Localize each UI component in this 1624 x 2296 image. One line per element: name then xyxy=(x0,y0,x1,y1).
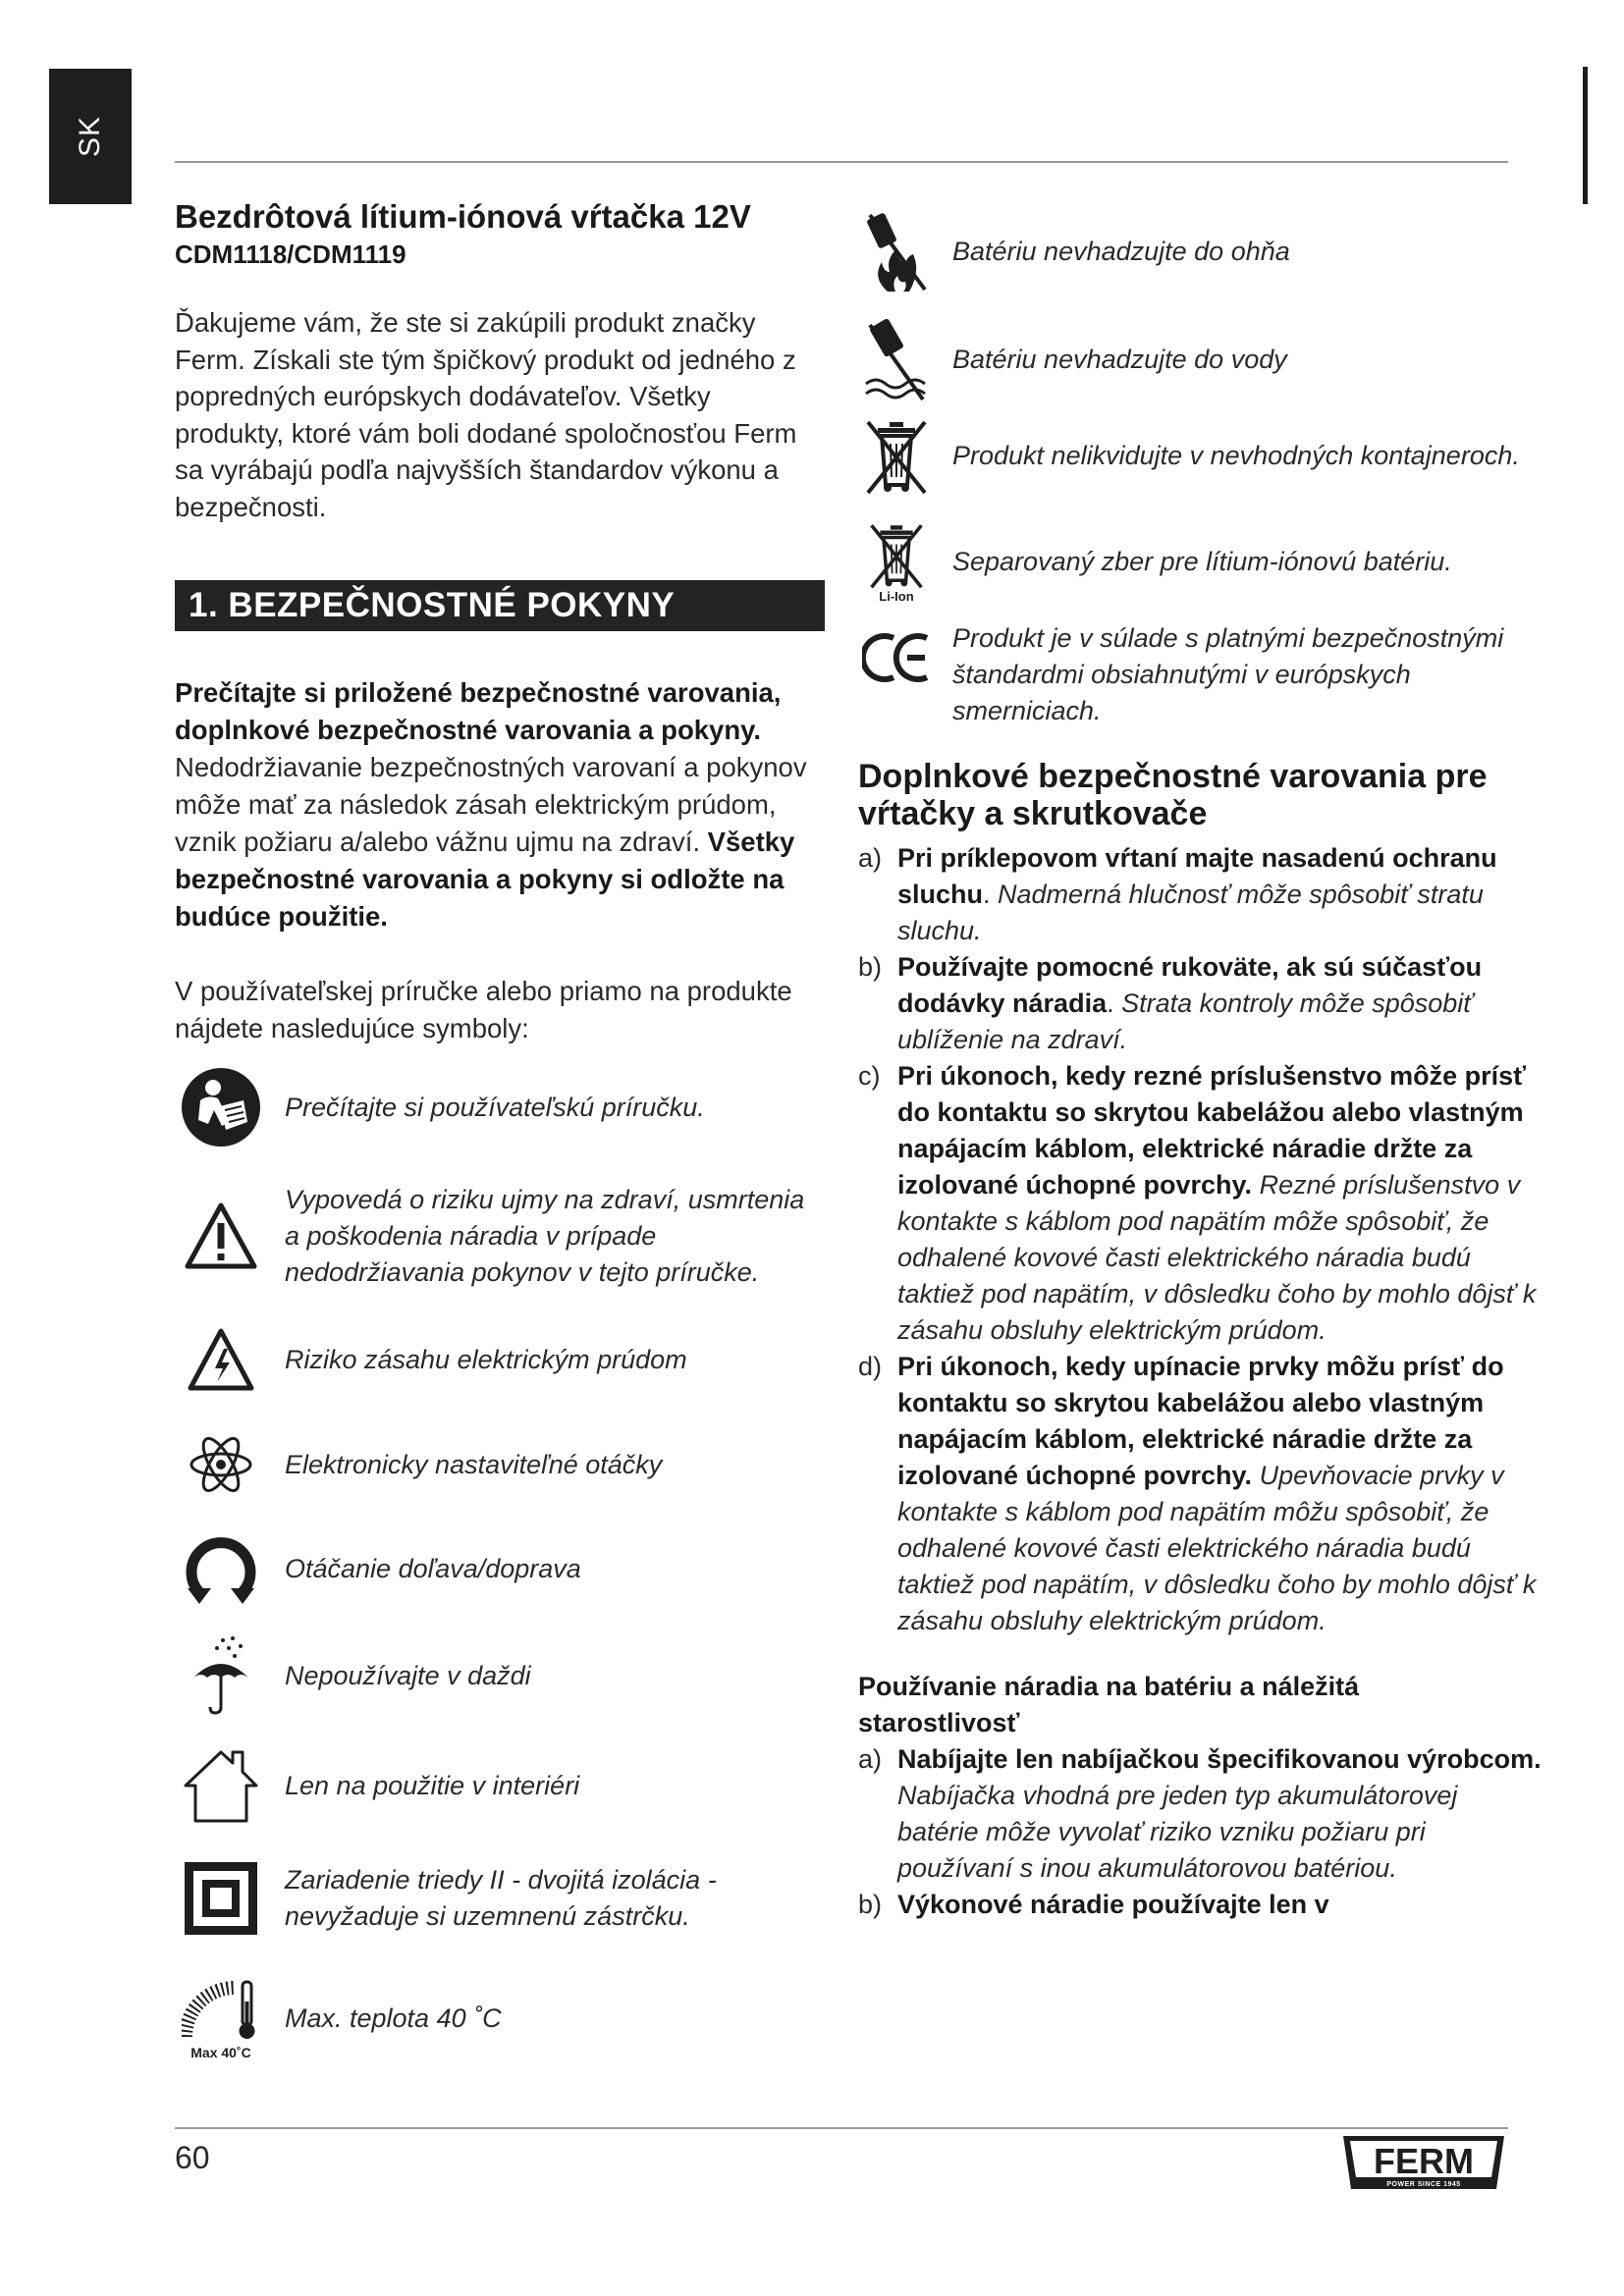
logo-text: FERM xyxy=(1374,2141,1474,2181)
item-bold: Používajte pomocné rukoväte, ak sú súčasťou dodávky náradia xyxy=(897,952,1483,1018)
item-label: a) xyxy=(858,843,883,873)
symbol-row xyxy=(858,414,1545,497)
list-item xyxy=(858,1887,1545,1923)
symbol-row xyxy=(175,1317,825,1402)
crossed-bin-icon xyxy=(858,416,935,495)
item-sep: . xyxy=(1107,988,1122,1018)
item-label: a) xyxy=(858,1744,883,1774)
symbol-text: Elektronicky nastaviteľné otáčky xyxy=(285,1449,663,1479)
symbol-row xyxy=(858,620,1545,730)
ce-mark-icon xyxy=(858,620,935,685)
symbols-intro: V používateľskej príručke alebo priamo na produkte nájdete nasledujúce symboly: xyxy=(175,976,792,1043)
no-water-battery-icon xyxy=(858,315,935,403)
list-item xyxy=(858,1741,1545,1887)
symbol-text: Produkt nelikvidujte v nevhodných kontajneroch. xyxy=(952,440,1520,470)
symbol-row xyxy=(858,312,1545,406)
ferm-logo xyxy=(1339,2132,1508,2193)
symbol-text: Zariadenie triedy II - dvojitá izolácia - nevyžaduje si uzemnenú zástrčku. xyxy=(285,1865,717,1931)
item-italic: Rezné príslušenstvo v kontakte s káblom pod napätím môže spôsobiť, že odhalené kovové časti elektrického náradia budú taktiež pod napätím, v dôsledku čoho by mohlo dôjsť k zásahu obsluhy elektrickým prúdom. xyxy=(897,1170,1537,1345)
bottom-divider xyxy=(175,2127,1508,2129)
symbol-text: Vypovedá o riziku ujmy na zdraví, usmrtenia a poškodenia náradia v prípade nedodržiavania pokynov v tejto príručke. xyxy=(285,1184,805,1287)
electric-shock-icon xyxy=(175,1327,267,1392)
symbol-row xyxy=(175,1971,825,2065)
max-temp-icon xyxy=(175,1976,267,2060)
safety-warning-paragraph xyxy=(175,674,825,935)
language-code: SK xyxy=(74,115,106,158)
symbol-text: Separovaný zber pre lítium-iónovú batériu. xyxy=(952,546,1452,576)
symbol-text: Nepoužívajte v daždi xyxy=(285,1660,531,1690)
symbol-text: Max. teplota 40 ˚C xyxy=(285,2002,502,2033)
symbol-text: Batériu nevhadzujte do vody xyxy=(952,344,1287,374)
symbol-row xyxy=(175,1164,825,1308)
item-label: b) xyxy=(858,1890,883,1919)
right-column xyxy=(858,196,1545,1923)
item-bold: Nabíjajte len nabíjačkou špecifikovanou výrobcom. xyxy=(897,1744,1542,1774)
symbol-row xyxy=(175,1741,825,1830)
logo-tagline: POWER SINCE 1945 xyxy=(1386,2181,1461,2188)
item-italic: Nabíjačka vhodná pre jeden typ akumulátorovej batérie môže vyvolať riziko vzniku požiaru pri používaní s inou akumulátorovou batériou. xyxy=(897,1781,1458,1883)
item-sep xyxy=(1252,1170,1260,1200)
item-text xyxy=(897,949,1545,1058)
symbol-text: Prečítajte si používateľskú príručku. xyxy=(285,1092,705,1122)
item-bold: Výkonové náradie používajte len v xyxy=(897,1890,1329,1919)
item-text xyxy=(897,1058,1545,1349)
warning-text: Nedodržiavanie bezpečnostných varovaní a pokynov môže mať za následok zásah elektrickým prúdom, vznik požiaru a/alebo vážnu ujmu na zdraví. xyxy=(175,752,807,857)
symbol-row xyxy=(858,516,1545,607)
language-tab xyxy=(49,69,132,204)
symbol-row xyxy=(175,1425,825,1504)
item-text xyxy=(897,1349,1545,1639)
item-bold: Pri úkonoch, kedy upínacie prvky môžu prísť do kontaktu so skrytou kabelážou alebo vlastným napájacím káblom, elektrické náradie držte za izolované úchopné povrchy. xyxy=(897,1352,1504,1490)
intro-paragraph: Ďakujeme vám, že ste si zakúpili produkt značky Ferm. Získali ste tým špičkový produkt od jedného z popredných európskych dodávateľov. Všetky produkty, ktoré vám boli dodané spoločnosťou Ferm sa vyrábajú podľa najvyšších štandardov výkonu a bezpečnosti. xyxy=(175,307,797,522)
item-italic: Strata kontroly môže spôsobiť ublíženie na zdraví. xyxy=(897,988,1473,1054)
page-number: 60 xyxy=(175,2140,210,2175)
warning-triangle-icon xyxy=(175,1201,267,1270)
item-text xyxy=(897,840,1545,949)
list-item xyxy=(858,1058,1545,1349)
item-sep: . xyxy=(983,880,999,909)
item-italic: Nadmerná hlučnosť môže spôsobiť stratu sluchu. xyxy=(897,880,1484,945)
rotation-icon xyxy=(175,1531,267,1606)
read-manual-icon xyxy=(175,1065,267,1149)
class-ii-icon xyxy=(175,1859,267,1938)
li-ion-label: Li-Ion xyxy=(879,588,914,604)
electronic-speed-icon xyxy=(175,1435,267,1494)
item-label: c) xyxy=(858,1061,881,1091)
symbol-row xyxy=(175,1849,825,1948)
item-sep xyxy=(1252,1461,1260,1490)
symbol-text: Len na použitie v interiéri xyxy=(285,1770,580,1800)
symbol-text: Otáčanie doľava/doprava xyxy=(285,1553,581,1583)
symbol-row xyxy=(858,204,1545,298)
item-text xyxy=(897,1741,1545,1887)
warning-bold-2: Všetky bezpečnostné varovania a pokyny si odložte na budúce použitie. xyxy=(175,827,795,932)
item-text xyxy=(897,1887,1545,1923)
battery-care-heading: Používanie náradia na batériu a náležitá starostlivosť xyxy=(858,1672,1360,1737)
model-number: CDM1118/CDM1119 xyxy=(175,240,406,269)
margin-mark xyxy=(1583,67,1588,204)
list-item xyxy=(858,1349,1545,1639)
top-divider xyxy=(175,161,1508,163)
item-label: d) xyxy=(858,1352,883,1381)
symbol-text: Produkt je v súlade s platnými bezpečnostnými štandardmi obsiahnutými v európskych smerniciach. xyxy=(952,623,1504,725)
left-column xyxy=(175,196,825,2065)
product-title: Bezdrôtová lítium-iónová vŕtačka 12V xyxy=(175,198,751,235)
drill-warnings-list xyxy=(858,840,1545,1639)
list-item xyxy=(858,949,1545,1058)
symbol-text: Batériu nevhadzujte do ohňa xyxy=(952,236,1290,266)
section-heading: 1. BEZPEČNOSTNÉ POKYNY xyxy=(175,580,825,631)
indoor-use-icon xyxy=(175,1744,267,1827)
no-rain-icon xyxy=(175,1634,267,1717)
item-italic: Upevňovacie prvky v kontakte s káblom pod napätím môžu spôsobiť, že odhalené kovové časti elektrického náradia budú taktiež pod napätím, v dôsledku čoho by mohlo dôjsť k zásahu obsluhy elektrickým prúdom. xyxy=(897,1461,1537,1635)
symbol-text: Riziko zásahu elektrickým prúdom xyxy=(285,1344,687,1374)
li-ion-bin-icon xyxy=(858,520,935,604)
no-fire-battery-icon xyxy=(858,207,935,295)
item-bold: Pri príklepovom vŕtaní majte nasadenú ochranu sluchu xyxy=(897,843,1497,909)
symbol-row xyxy=(175,1631,825,1720)
symbol-row xyxy=(175,1062,825,1152)
battery-symbol-list xyxy=(858,204,1545,730)
symbol-row xyxy=(175,1527,825,1610)
warning-bold-1: Prečítajte si priložené bezpečnostné varovania, doplnkové bezpečnostné varovania a pokyny. xyxy=(175,677,782,745)
symbol-list xyxy=(175,1062,825,2065)
max-temp-label: Max 40˚C xyxy=(190,2045,251,2060)
list-item xyxy=(858,840,1545,949)
additional-warnings-heading: Doplnkové bezpečnostné varovania pre vŕtačky a skrutkovače xyxy=(858,758,1488,832)
battery-care-list xyxy=(858,1741,1545,1923)
item-bold: Pri úkonoch, kedy rezné príslušenstvo môže prísť do kontaktu so skrytou kabelážou alebo vlastným napájacím káblom, elektrické náradie držte za izolované úchopné povrchy. xyxy=(897,1061,1527,1200)
item-label: b) xyxy=(858,952,883,982)
